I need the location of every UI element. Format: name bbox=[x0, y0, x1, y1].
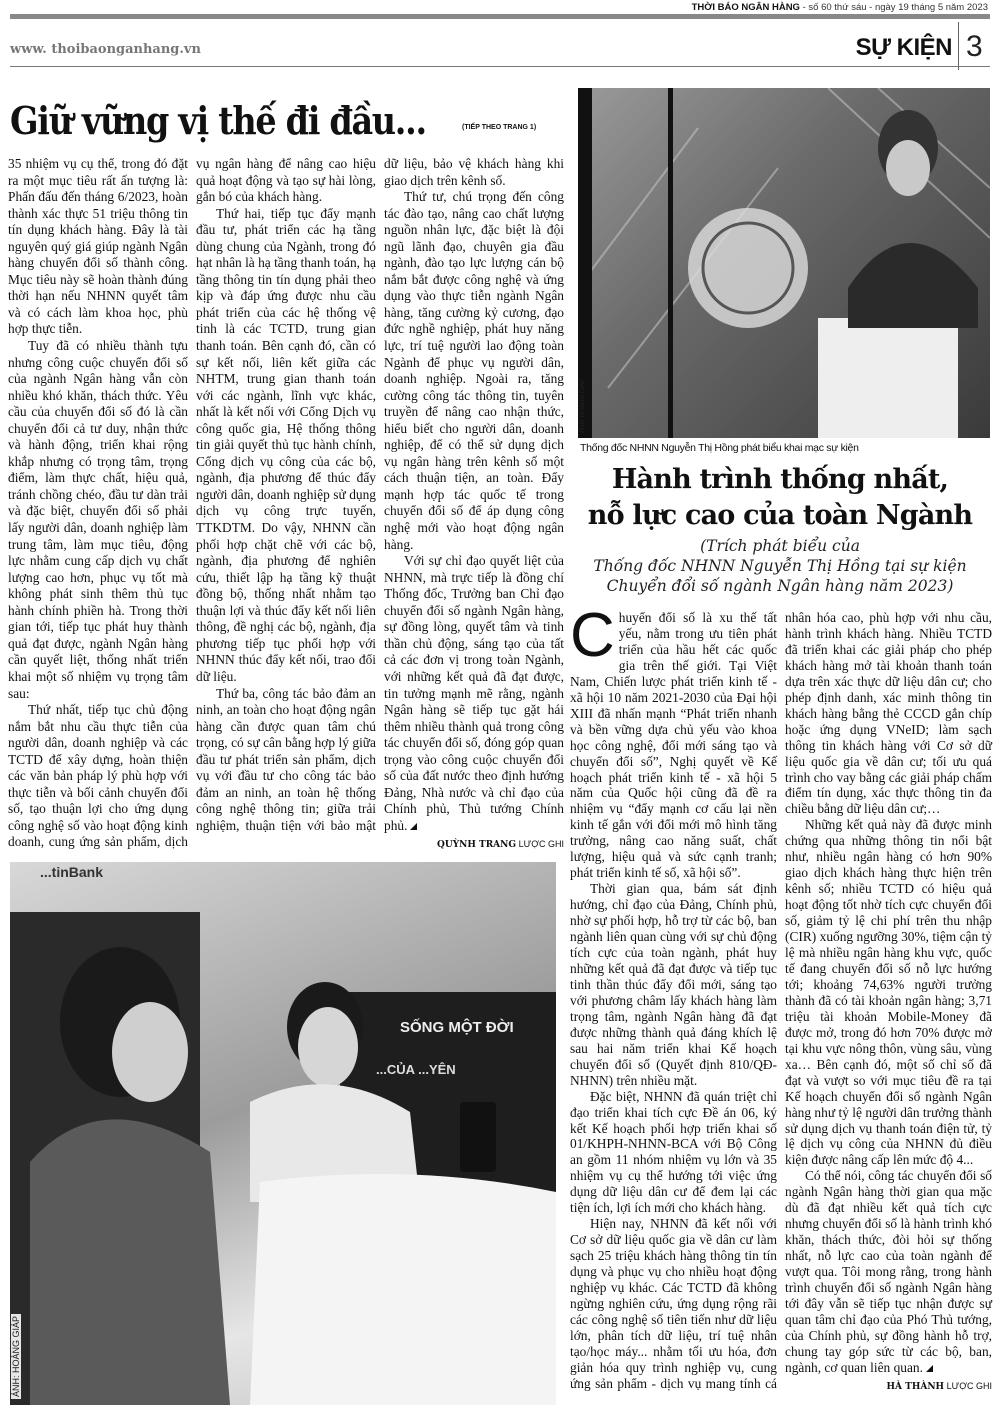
byline-name: QUỲNH TRANG bbox=[437, 840, 517, 851]
paragraph-text: huyển đổi số là xu thế tất yếu, nằm trong ưu tiên phát triển của hầu hết các quốc gia trên thế giới. Tại Việt Nam, Chiến lược phát triển kinh tế - xã hội 10 năm 2021-2030 của Đại hội XIII đã nhấn mạnh “Phát triển nhanh và bền vững dựa chủ yếu vào khoa học công nghệ, đổi mới sáng tạo và chuyển đổi số”, Nghị quyết về Kế hoạch phát triển kinh tế - xã hội 5 năm của Quốc hội cũng đã đề ra nhiệm vụ “đẩy mạnh cơ cấu lại nền kinh tế gắn với đổi mới mô hình tăng trưởng, nâng cao năng suất, chất lượng, hiệu quả và sức cạnh tranh; phát triển kinh tế số, xã hội số”. bbox=[570, 610, 777, 881]
photo-credit: ẢNH: HOÀNG GIÁP bbox=[11, 1315, 21, 1397]
subtitle-line: Chuyển đổi số ngành Ngân hàng năm 2023) bbox=[606, 577, 954, 595]
paragraph: Thứ ba, công tác bảo đảm an ninh, an toàn cho hoạt động ngân hàng cần được quan tâm chú trọng, có sự cân bằng hợp lý giữa đầu tư phát triển sản phẩm, dịch vụ với đầu tư cho công tác bảo đảm an ninh, an toàn hệ thống công nghệ thông tin; giữa trải nghiệm, thuận tiện với bảo mật dữ liệu, bảo vệ khách hàng khi giao dịch trên kênh số. bbox=[196, 156, 564, 833]
paragraph: Thứ hai, tiếp tục đẩy mạnh đầu tư, phát triển các hạ tầng dùng chung của Ngành, trong đó hạt nhân là hạ tầng thanh toán, hạ tầng thông tin tín dụng phải theo kịp và đáp ứng được nhu cầu phát triển của các hệ thống vệ tinh là các TCTD, trung gian thanh toán. Bên cạnh đó, cần có sự kết nối, liên kết giữa các NHTM, trung gian thanh toán với các ngành, lĩnh vực khác, nhất là kết nối với Cổng Dịch vụ công quốc gia, Hệ thống thông tin giải quyết thủ tục hành chính, Cổng dịch vụ công của các bộ, ngành, địa phương để thúc đẩy người dân, doanh nghiệp sử dụng dịch vụ công trực tuyến, TTKDTM. Do vậy, NHNN cần phối hợp chặt chẽ với các bộ, ngành, địa phương để nghiên cứu, thiết lập hạ tầng kỹ thuật đồng bộ, thống nhất nhằm tạo thuận lợi và thúc đẩy kết nối liên thông, đề nghị các bộ, ngành, địa phương tiếp tục phối hợp với NHNN thúc đẩy kết nối, trao đổi dữ liệu. bbox=[196, 205, 376, 684]
masthead-issue-info bbox=[692, 2, 988, 13]
paragraph-last bbox=[384, 553, 564, 834]
continued-note: (TIẾP THEO TRANG 1) bbox=[462, 124, 537, 131]
headline-line: Hành trình thống nhất, bbox=[611, 464, 949, 495]
left-article-title: Giữ vững vị thế đi đầu... bbox=[10, 98, 426, 143]
subtitle-line: Thống đốc NHNN Nguyễn Thị Hồng tại sự kiện bbox=[593, 557, 967, 575]
paragraph: Thứ nhất, tiếp tục chủ động nắm bắt nhu cầu thực tiễn của người dân, doanh nghiệp và các TCTD để xây dựng, hoàn thiện các văn bản pháp lý phù hợp với thực tiễn và bối cảnh chuyển đổi số, tạo thuận lợi cho ứng dụng công nghệ số vào hoạt động kinh doanh, cung ứng sản phẩm, dịch vụ ngân hàng để nâng cao hiệu quả hoạt động và tạo sự hài lòng, gắn bó của khách hàng. bbox=[8, 156, 376, 850]
paragraph: 35 nhiệm vụ cụ thể, trong đó đặt ra một mục tiêu rất ấn tượng là: Phấn đấu đến tháng 6/2023, hoàn thành xác thực 51 triệu thông tin tín dụng khách hàng. Đây là tài nguyên quý giá giúp ngành Ngân hàng chuyển đổi số thành công. Mục tiêu này sẽ hoàn thành đúng thời hạn nếu NHNN quyết tâm và có cách làm khoa học, phù hợp thực tiễn. bbox=[8, 156, 188, 337]
paragraph: Hiện nay, NHNN đã kết nối với Cơ sở dữ liệu quốc gia về dân cư làm sạch 25 triệu khách hàng thông tin tín dụng và phục vụ cho nhiều hoạt động nghiệp vụ khác. Các TCTD đã không ngừng nghiên cứu, ứng dụng rộng rãi các công nghệ số tiên tiến như dữ liệu lớn, phân tích dữ liệu, trí tuệ nhân tạo/học máy... nhằm tối ưu hóa, đơn giản hóa quy trình nghiệp vụ, cung ứng sản phẩm - dịch vụ mang tính cá nhân hóa cao, phù hợp với nhu cầu, hành trình khách hàng. Nhiều TCTD đã triển khai các giải pháp cho phép khách hàng mở tài khoản thanh toán dựa trên xác thực dữ liệu dân cư; cho phép định danh, xác minh thông tin khách hàng bằng thẻ CCCD gắn chíp hoặc ứng dụng VNeID; làm sạch thông tin khách hàng với Cơ sở dữ liệu quốc gia về dân cư; tối ưu quá trình cho vay bằng các giải pháp chấm điểm tín dụng, xác thực thông tin đa chiều bằng dữ liệu dân cư;… bbox=[570, 610, 992, 1391]
byline-role: LƯỢC GHI bbox=[516, 839, 564, 850]
paragraph bbox=[570, 601, 777, 881]
header-rule bbox=[10, 66, 990, 67]
right-article-headline bbox=[570, 462, 990, 534]
right-article-subtitle bbox=[570, 536, 990, 596]
section-divider bbox=[958, 22, 959, 70]
byline bbox=[887, 1379, 992, 1396]
paragraph: Những kết quả này đã được minh chứng qua những thông tin nổi bật như, nhiều ngân hàng có hơn 90% giao dịch khách hàng thực hiện trên kênh số; nhiều TCTD có hiệu quả hoạt động tốt nhờ tích cực chuyển đổi số, giảm tỷ lệ chi phí trên thu nhập (CIR) xuống ngưỡng 30%, tiệm cận tỷ lệ mà nhiều ngân hàng khu vực, quốc tế đang chuyển đổi số nỗ lực hướng tới; khoảng 74,63% người trưởng thành đã có tài khoản ngân hàng; 3,71 triệu tài khoản Mobile-Money đã được mở, trong đó hơn 70% được mở tại khu vực nông thôn, vùng sâu, vùng xa… Bên cạnh đó, một số chỉ số đã đạt và vượt so với mục tiêu đề ra tại Kế hoạch chuyển đổi số ngành Ngân hàng như tỷ lệ người dân trưởng thành sử dụng dịch vụ thanh toán điện tử, tỷ lệ dịch vụ công của NHNN đủ điều kiện được nâng cấp lên mức độ 4... bbox=[785, 817, 992, 1168]
paragraph-text: Có thể nói, công tác chuyển đổi số ngành Ngân hàng thời gian qua mặc dù đã đạt nhiều kết quả tích cực nhưng chuyển đổi số là hành trình khó khăn, thách thức, đòi hỏi sự thống nhất, nỗ lực cao của toàn ngành để vượt qua. Tôi mong rằng, trong hành trình chuyển đổi số ngành Ngân hàng tới đây vẫn sẽ tiếp tục nhận được sự quan tâm chỉ đạo của Phó Thủ tướng, của Chính phủ, sự đồng hành hỗ trợ, chung tay góp sức từ các bộ, ban, ngành, cơ quan liên quan. bbox=[785, 1168, 992, 1375]
byline bbox=[384, 836, 564, 854]
signage-text: SỐNG MỘT ĐỜI bbox=[400, 1019, 514, 1036]
paragraph: Đặc biệt, NHNN đã quán triệt chỉ đạo triển khai tích cực Đề án 06, ký kết Kế hoạch phối hợp triển khai số 01/KHPH-NHNN-BCA với Bộ Công an gồm 11 nhóm nhiệm vụ lớn và 35 nhiệm vụ cụ thể hướng tới việc ứng dụng dữ liệu dân cư để đem lại các tiện ích, lợi ích mới cho khách hàng. bbox=[570, 1088, 777, 1216]
photo-illustration bbox=[10, 862, 556, 1405]
drop-cap: C bbox=[570, 601, 615, 670]
byline-role: LƯỢC GHI bbox=[944, 1380, 992, 1391]
photo-illustration bbox=[578, 88, 990, 438]
paragraph: Tuy đã có nhiều thành tựu nhưng công cuộc chuyển đổi số của ngành Ngân hàng vẫn còn nhiều khó khăn, thách thức. Yêu cầu của chuyển đổi số đó là cần chuyển đổi cả tư duy, nhận thức và hành động, triển khai rộng khắp nhưng có trọng tâm, trọng điểm, làm thực chất, hiệu quả, tránh chồng chéo, đầu tư dàn trải và đặc biệt, chuyển đổi số phải lấy người dân, doanh nghiệp làm trung tâm, làm mục tiêu, động lực nhằm cung cấp dịch vụ chất lượng cao hơn, phục vụ tốt mà không phát sinh thêm thủ tục hành chính phiền hà. Trong thời gian tới, tiếp tục phát huy thành quả đạt được, ngành Ngân hàng cần quyết liệt, thống nhất triển khai một số nhiệm vụ trọng tâm sau: bbox=[8, 338, 188, 701]
paragraph-last bbox=[785, 1168, 992, 1392]
signage-text: ...tinBank bbox=[40, 864, 104, 880]
publication-name: THỜI BÁO NGÂN HÀNG bbox=[691, 2, 800, 13]
subtitle-line: (Trích phát biểu của bbox=[700, 537, 860, 555]
section-name: SỰ KIỆN bbox=[855, 34, 952, 61]
issue-info: - số 60 thứ sáu - ngày 19 tháng 5 năm 2023 bbox=[799, 2, 988, 13]
paragraph: Thứ tư, chú trọng đến công tác đào tạo, nâng cao chất lượng nguồn nhân lực, đặc biệt là đội ngũ lãnh đạo, chuyên gia đầu ngành, đào tạo lực lượng cán bộ nắm bắt được công nghệ và ứng dụng vào thực tiễn ngành Ngân hàng, tăng cường kỷ cương, đạo đức nghề nghiệp, phát huy năng lực, trí tuệ người lao động toàn Ngành để phục vụ người dân, doanh nghiệp. Ngoài ra, tăng cường công tác thông tin, tuyên truyền để nâng cao nhận thức, hiểu biết cho người dân, doanh nghiệp, để có thể sử dụng dịch vụ ngân hàng trên kênh số một cách thuận tiện, an toàn. Đẩy mạnh hợp tác quốc tế trong chuyển đổi số để áp dụng công nghệ mới vào hoạt động ngân hàng. bbox=[384, 189, 564, 552]
photo-caption: Thống đốc NHNN Nguyễn Thị Hồng phát biểu khai mạc sự kiện bbox=[580, 442, 859, 454]
paragraph: Thời gian qua, bám sát định hướng, chỉ đạo của Đảng, Chính phủ, nhờ sự phối hợp, hỗ trợ từ các bộ, ban ngành liên quan cùng với sự chủ động tích cực của toàn ngành, phát huy những kết quả đã đạt được và tiếp tục tinh thần thúc đẩy đổi mới, sáng tạo với phương châm lấy khách hàng làm trọng tâm, ngành Ngân hàng đã đạt được những thành quả đáng khích lệ sau hai năm triển khai Kế hoạch chuyển đổi số (Quyết định 810/QĐ-NHNN) trên nhiều mặt. bbox=[570, 881, 777, 1088]
digital-banking-booth-photo bbox=[10, 862, 556, 1405]
end-mark-icon bbox=[926, 1365, 933, 1372]
left-article-body bbox=[8, 156, 564, 854]
end-mark-icon bbox=[410, 823, 417, 830]
governor-speech-photo bbox=[578, 88, 990, 438]
paragraph-text: Với sự chỉ đạo quyết liệt của NHNN, mà trực tiếp là đồng chí Thống đốc, Trưởng ban Chỉ đạo chuyển đổi số ngành Ngân hàng, sự đồng lòng, quyết tâm và tinh thần chủ động, sáng tạo của tất cả các đơn vị trong toàn Ngành, với những kết quả đã đạt được, tin tưởng mạnh mẽ rằng, ngành Ngân hàng sẽ tiếp tục gặt hái thêm nhiều thành quả trong công tác chuyển đổi số, đóng góp quan trọng vào công cuộc chuyển đổi số của đất nước theo định hướng Đảng, Nhà nước và chỉ đạo của Chính phủ, Thủ tướng Chính phủ. bbox=[384, 553, 564, 833]
byline-name: HÀ THÀNH bbox=[886, 1381, 945, 1392]
right-article-body bbox=[570, 601, 992, 1396]
headline-line: nỗ lực cao của toàn Ngành bbox=[587, 500, 973, 531]
page-number: 3 bbox=[966, 30, 983, 63]
signage-text: ...CỦA ...YÊN bbox=[376, 1062, 456, 1077]
photo-credit: ẢNH: HOÀNG GIÁP bbox=[580, 378, 586, 433]
top-rule bbox=[10, 14, 990, 19]
website-url: www. thoibaonganhang.vn bbox=[10, 42, 201, 57]
